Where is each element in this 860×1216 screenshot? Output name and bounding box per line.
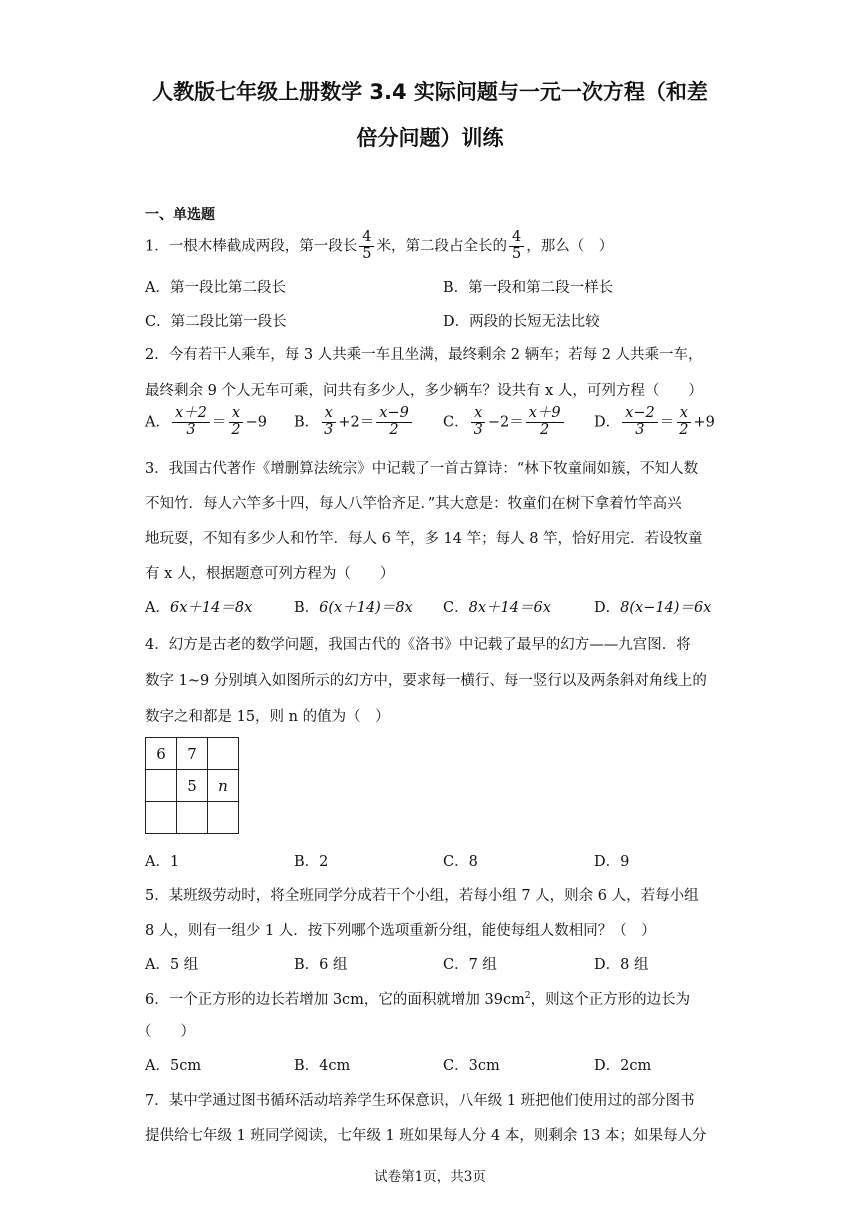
q3-a-expr: 6x＋14＝8x — [169, 600, 253, 616]
q2-b-label: B． — [294, 414, 320, 431]
q5-option-b: B．6 组 — [294, 957, 348, 973]
q2-d-tail: +9 — [693, 414, 715, 431]
q4-option-b: B．2 — [294, 854, 329, 870]
q6-text-a: 6．一个正方形的边长若增加 3cm，它的面积就增加 39cm — [145, 992, 525, 1008]
grid-cell — [146, 770, 177, 802]
q3-d-expr: 8(x−14)＝6x — [620, 600, 712, 616]
grid-cell — [208, 802, 239, 834]
q2-option-b — [294, 406, 414, 439]
q3-option-a — [145, 596, 252, 617]
q2-a-eq: ＝ — [211, 414, 227, 431]
q1-frac1-den: 5 — [362, 245, 372, 262]
q2-b-num1: x — [322, 406, 336, 423]
q6-option-c: C．3cm — [443, 1058, 500, 1074]
q2-d-den2: 2 — [679, 421, 689, 438]
grid-cell: 7 — [177, 738, 208, 770]
q5-option-c: C．7 组 — [443, 957, 497, 973]
q1-fraction-1 — [359, 230, 374, 263]
q1-text-pre: 1．一根木棒截成两段，第一段长 — [145, 238, 358, 255]
grid-cell: n — [208, 770, 239, 802]
question-5-line-2: 8 人，则有一组少 1 人．按下列哪个选项重新分组，能使每组人数相同？（ ） — [145, 923, 656, 939]
question-6-line-1 — [145, 988, 690, 1009]
q2-a-label: A． — [145, 414, 170, 431]
q2-b-den1: 3 — [324, 421, 334, 438]
q2-a-num2: x — [229, 406, 243, 423]
grid-cell — [146, 802, 177, 834]
grid-cell — [208, 738, 239, 770]
page-footer: 试卷第1页，共3页 — [374, 1169, 486, 1185]
question-3-line-2: 不知竹．每人六竿多十四，每人八竿恰齐足．”其大意是：牧童们在树下拿着竹竿高兴 — [145, 496, 682, 512]
q2-d-label: D． — [594, 414, 621, 431]
q2-option-a — [145, 406, 267, 439]
question-7-line-2: 提供给七年级 1 班同学阅读，七年级 1 班如果每人分 4 本，则剩余 13 本；如果每人分 — [145, 1128, 707, 1144]
q1-text-mid: 米，第二段占全长的 — [376, 238, 507, 255]
question-3-line-3: 地玩耍，不知有多少人和竹竿．每人 6 竿，多 14 竿；每人 8 竿，恰好用完．若设牧童 — [145, 531, 703, 547]
page-title-line-2: 倍分问题）训练 — [356, 126, 504, 150]
q5-option-d: D．8 组 — [594, 957, 649, 973]
q2-b-mid: +2＝ — [338, 414, 375, 431]
q6-superscript: 2 — [524, 991, 531, 1002]
q3-c-expr: 8x＋14＝6x — [468, 600, 551, 616]
q3-b-expr: 6(x＋14)＝8x — [319, 600, 413, 616]
q2-d-num2: x — [677, 406, 691, 423]
grid-cell: 6 — [146, 738, 177, 770]
q2-d-num1: x−2 — [622, 406, 658, 423]
section-heading: 一、单选题 — [145, 207, 215, 223]
q1-frac2-num: 4 — [509, 230, 524, 247]
q2-a-tail: −9 — [245, 414, 267, 431]
q1-text-post: ，那么（ ） — [526, 238, 614, 255]
q2-a-den2: 2 — [231, 421, 241, 438]
q1-option-d: D．两段的长短无法比较 — [443, 314, 600, 330]
question-6-line-2: （ ） — [137, 1024, 195, 1040]
question-3-line-1: 3．我国古代著作《增删算法统宗》中记载了一首古算诗：“林下牧童闹如簇，不知人数 — [145, 461, 699, 477]
question-7-line-1: 7．某中学通过图书循环活动培养学生环保意识，八年级 1 班把他们使用过的部分图书 — [145, 1093, 695, 1109]
q4-option-c: C．8 — [443, 854, 478, 870]
q2-c-label: C． — [443, 414, 469, 431]
q2-a-num1: x＋2 — [172, 406, 210, 423]
grid-cell — [177, 802, 208, 834]
q2-b-den2: 2 — [389, 421, 399, 438]
q4-option-d: D．9 — [594, 854, 630, 870]
q6-option-b: B．4cm — [294, 1058, 351, 1074]
q2-c-mid: −2＝ — [487, 414, 524, 431]
q3-option-d — [594, 596, 711, 617]
q6-option-d: D．2cm — [594, 1058, 652, 1074]
q4-option-a: A．1 — [145, 854, 180, 870]
q1-option-c: C．第二段比第一段长 — [145, 314, 287, 330]
q6-option-a: A．5cm — [145, 1058, 202, 1074]
q2-c-num1: x — [471, 406, 485, 423]
question-2-line-2: 最终剩余 9 个人无车可乘，问共有多少人，多少辆车？设共有 x 人，可列方程（ ） — [145, 383, 703, 399]
q2-option-c — [443, 406, 566, 439]
page-title-line-1: 人教版七年级上册数学 3.4 实际问题与一元一次方程（和差 — [152, 80, 708, 104]
q2-b-num2: x−9 — [376, 406, 412, 423]
q3-b-label: B． — [294, 600, 320, 616]
q2-a-den1: 3 — [186, 421, 196, 438]
q1-frac2-den: 5 — [511, 245, 522, 262]
q1-frac1-num: 4 — [359, 230, 374, 247]
question-4-line-1: 4．幻方是古老的数学问题，我国古代的《洛书》中记载了最早的幻方——九宫图．将 — [145, 637, 691, 653]
question-1-stem — [145, 230, 613, 263]
q6-text-b: ，则这个正方形的边长为 — [530, 992, 691, 1008]
q1-option-b: B．第一段和第二段一样长 — [443, 280, 614, 296]
q2-c-den2: 2 — [540, 421, 550, 438]
question-4-line-2: 数字 1~9 分别填入如图所示的幻方中，要求每一横行、每一竖行以及两条斜对角线上的 — [145, 673, 707, 689]
q3-option-b — [294, 596, 413, 617]
question-4-line-3: 数字之和都是 15，则 n 的值为（ ） — [145, 709, 390, 725]
q3-d-label: D． — [594, 600, 621, 616]
q1-option-a: A．第一段比第二段长 — [145, 280, 286, 296]
q3-a-label: A． — [145, 600, 170, 616]
q5-option-a: A．5 组 — [145, 957, 199, 973]
grid-cell: 5 — [177, 770, 208, 802]
q1-fraction-2 — [509, 230, 524, 263]
q2-d-den1: 3 — [635, 421, 645, 438]
question-3-line-4: 有 x 人，根据题意可列方程为（ ） — [145, 566, 395, 582]
q2-c-num2: x＋9 — [526, 406, 564, 423]
q3-option-c — [443, 596, 551, 617]
q2-option-d — [594, 406, 715, 439]
q3-c-label: C． — [443, 600, 469, 616]
question-5-line-1: 5．某班级劳动时，将全班同学分成若干个小组，若每小组 7 人，则余 6 人，若每小组 — [145, 888, 699, 904]
question-2-line-1: 2．今有若干人乘车，每 3 人共乘一车且坐满，最终剩余 2 辆车；若每 2 人共乘一车， — [145, 347, 703, 363]
q2-d-eq: ＝ — [659, 414, 675, 431]
magic-square-grid — [145, 737, 239, 834]
q2-c-den1: 3 — [473, 421, 483, 438]
